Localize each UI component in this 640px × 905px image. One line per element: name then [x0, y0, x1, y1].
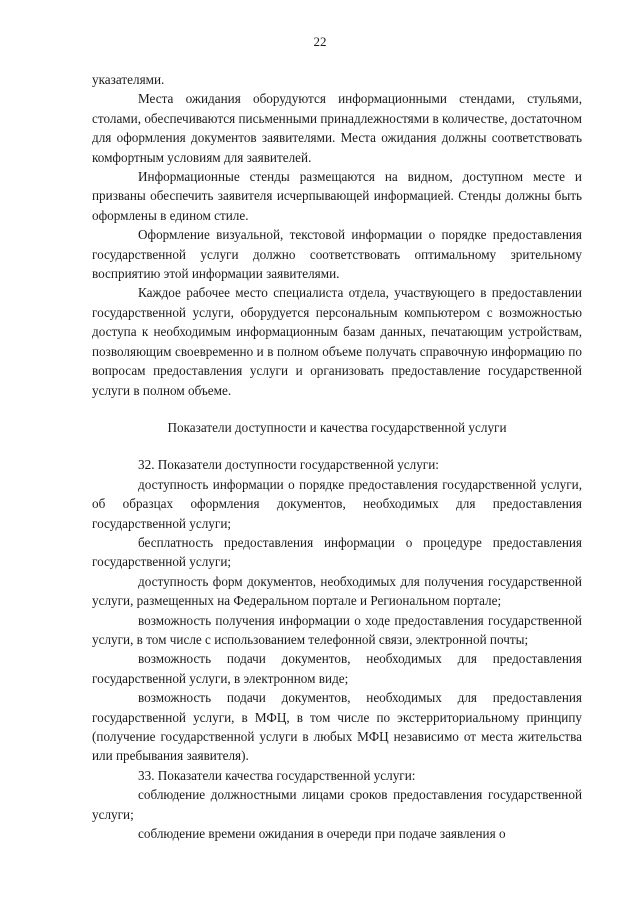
paragraph: соблюдение должностными лицами сроков предоставления государственной услуги;: [92, 787, 582, 822]
paragraph: возможность получения информации о ходе предоставления государственной услуги, в том числе с использованием телефонной связи, электронной почты;: [92, 612, 582, 647]
paragraph: соблюдение времени ожидания в очереди при подаче заявления о: [138, 826, 506, 842]
paragraph: указателями.: [92, 72, 165, 87]
paragraph: возможность подачи документов, необходимых для предоставления государственной услуги, в МФЦ, в том числе по экстерриториальному принципу (получение государственной услуги в любых МФЦ независимо от места жительства или пребывания заявителя).: [92, 690, 582, 764]
page-number: 22: [313, 34, 327, 49]
document-body: [92, 70, 582, 843]
paragraph: Каждое рабочее место специалиста отдела, участвующего в предоставлении государственной услуги, оборудуется персональным компьютером с возможностью доступа к необходимым информационным базам данных, печатающим устройствам, позволяющим своевременно и в полном объеме получать справочную информацию по вопросам предоставления услуги и организовать предоставление государственной услуги в полном объеме.: [92, 285, 582, 398]
paragraph: Места ожидания оборудуются информационными стендами, стульями, столами, обеспечиваются письменными принадлежностями в количестве, достаточном для оформления документов заявителями. Места ожидания должны соответствовать комфортным условиям для заявителей.: [92, 91, 582, 165]
paragraph: Оформление визуальной, текстовой информации о порядке предоставления государственной услуги должно соответствовать оптимальному зрительному восприятию этой информации заявителями.: [92, 227, 582, 282]
bottom-paragraphs: [92, 455, 582, 843]
paragraph: бесплатность предоставления информации о процедуре предоставления государственной услуги;: [92, 534, 582, 570]
paragraph: доступность информации о порядке предоставления государственной услуги, об образцах оформления документов, необходимых для предоставления государственной услуги;: [92, 476, 582, 531]
spacer: [92, 400, 582, 418]
paragraph: возможность подачи документов, необходимых для предоставления государственной услуги, в электронном виде;: [92, 651, 582, 686]
paragraph: Информационные стенды размещаются на видном, доступном месте и призваны обеспечить заявителя исчерпывающей информацией. Стенды должны быть оформлены в едином стиле.: [92, 169, 582, 223]
paragraph: доступность форм документов, необходимых для получения государственной услуги, размещенных на Федеральном портале и Региональном портале;: [92, 573, 582, 609]
section-heading: Показатели доступности и качества государственной услуги: [167, 419, 507, 435]
spacer: [92, 437, 582, 455]
paragraph: 32. Показатели доступности государственной услуги:: [138, 457, 439, 473]
paragraph: 33. Показатели качества государственной услуги:: [138, 767, 416, 783]
top-paragraphs: [92, 70, 582, 400]
